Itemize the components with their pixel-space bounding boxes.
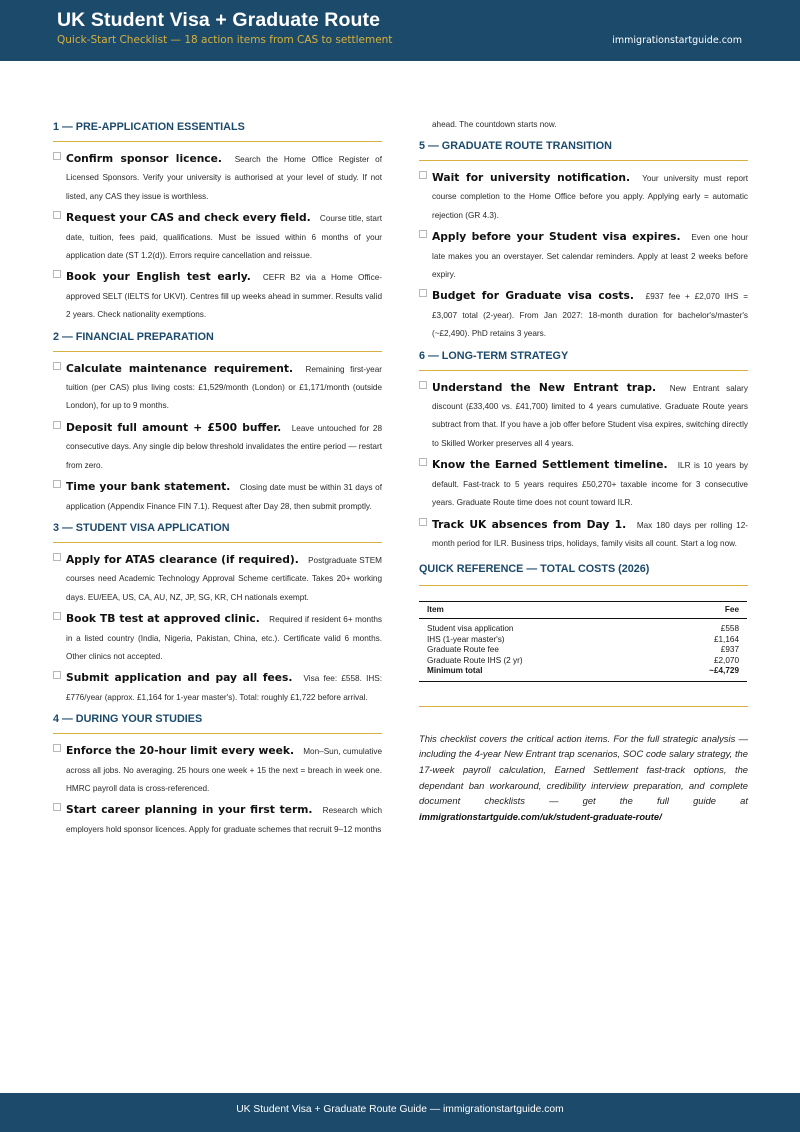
table-bottom-rule [419, 681, 747, 682]
item-title: Budget for Graduate visa costs. [432, 289, 634, 303]
checklist-item [53, 149, 382, 204]
section-during-studies [53, 711, 382, 837]
checkbox[interactable] [419, 381, 427, 389]
item-title: Apply before your Student visa expires. [432, 230, 681, 244]
closing-note [419, 731, 748, 825]
table-row [427, 656, 739, 667]
item-body: Even one hour late makes you an overstayer. Set calendar reminders. Apply at least 2 weeks before expiry. [432, 233, 749, 280]
section-heading: 6 — LONG-TERM STRATEGY [419, 348, 748, 371]
checklist-item [53, 800, 382, 837]
row-fee: £2,070 [713, 655, 739, 665]
item-title: Request your CAS and check every field. [66, 211, 311, 225]
checklist-item [53, 741, 382, 796]
section-heading: 5 — GRADUATE ROUTE TRANSITION [419, 138, 748, 161]
checkbox[interactable] [419, 518, 427, 526]
table-total-row [427, 666, 739, 677]
section-heading: 1 — PRE-APPLICATION ESSENTIALS [53, 119, 382, 142]
checkbox[interactable] [53, 211, 61, 219]
row-fee: £937 [720, 645, 739, 655]
checklist-item [53, 208, 382, 263]
checklist-item [53, 550, 382, 605]
section-student-visa [53, 520, 382, 705]
total-fee: ~£4,729 [709, 666, 739, 676]
checklist-item [419, 515, 748, 552]
closing-text: This checklist covers the critical action items. For the full strategic analysis — including the 4-year New Entrant trap scenarios, SOC code salary strategy, the 17-week payroll calculation, Earned Settlement fast-track options, the dependant ban workaround, credibility interview preparation, and complete document checklists — get the full guide at [419, 732, 748, 807]
table-row [427, 624, 739, 635]
column-header-fee: Fee [724, 605, 739, 615]
page-title: UK Student Visa + Graduate Route [57, 9, 381, 31]
table-row [427, 645, 739, 656]
page-footer: UK Student Visa + Graduate Route Guide — immigrationstartguide.com [0, 1093, 800, 1132]
section-pre-application [53, 119, 382, 323]
item-title: Know the Earned Settlement timeline. [432, 458, 668, 472]
item-title: Track UK absences from Day 1. [432, 517, 627, 531]
row-item: Student visa application [427, 624, 514, 634]
item-body: Closing date must be within 31 days of application (Appendix Finance FIN 7.1). Request after Day 28, then submit promptly. [66, 483, 382, 511]
left-column [53, 118, 382, 843]
item-title: Calculate maintenance requirement. [66, 361, 294, 375]
row-item: Graduate Route fee [427, 645, 499, 655]
checkbox[interactable] [53, 612, 61, 620]
item-body: Your university must report course completion to the Home Office before you apply. Applying early = automatic rejection (GR 4.3). [432, 174, 748, 220]
checklist-item [53, 668, 382, 705]
item-body: CEFR B2 via a Home Office-approved SELT (IELTS for UKVI). Centres fill up weeks ahead in summer. Results valid 2 years. Check nationality exemptions. [66, 273, 382, 320]
item-body: Research which employers hold sponsor licences. Apply for graduate schemes that recruit 9–12 months [66, 806, 383, 834]
column-header-item: Item [427, 605, 444, 615]
item-title: Enforce the 20-hour limit every week. [66, 744, 295, 758]
checklist-item [53, 418, 382, 473]
item-body: New Entrant salary discount (£33,400 vs. £41,700) limited to 4 years cumulative. Graduate Route years subtract from that. If you have a job offer before Student visa expires, switching directly to Skilled Worker preserves all 4 years. [432, 383, 748, 448]
checkbox[interactable] [53, 744, 61, 752]
table-header [419, 602, 747, 619]
item-title: Wait for university notification. [432, 171, 631, 184]
checkbox[interactable] [53, 480, 61, 488]
checkbox[interactable] [419, 230, 427, 238]
checkbox[interactable] [419, 171, 427, 179]
checkbox[interactable] [53, 270, 61, 278]
item-body: Course title, start date, tuition, fees paid, qualifications. Must be issued within 6 months of your application date (ST 1.2(d)). Errors require cancellation and reissue. [66, 214, 382, 261]
item-body: Required if resident 6+ months in a listed country (India, Nigeria, Pakistan, China, etc.). Certificate valid 6 months. Other clinics not accepted. [66, 615, 382, 661]
item-body: ILR is 10 years by default. Fast-track to 5 years requires £50,270+ taxable income for 3 consecutive years. Graduate Route time does not count toward ILR. [432, 461, 748, 508]
row-fee: £1,164 [713, 634, 739, 644]
checklist-item [419, 455, 748, 510]
total-label: Minimum total [427, 666, 483, 676]
checkbox[interactable] [419, 458, 427, 466]
item-title: Book TB test at approved clinic. [66, 612, 260, 626]
checkbox[interactable] [53, 671, 61, 679]
section-heading: 4 — DURING YOUR STUDIES [53, 711, 382, 734]
item-body: Remaining first-year tuition (per CAS) plus living costs: £1,529/month (London) or £1,171/month (outside London), for up to 9 months. [66, 364, 382, 411]
item-title: Understand the New Entrant trap. [432, 380, 657, 394]
item-title: Deposit full amount + £500 buffer. [66, 420, 282, 434]
item-body: Visa fee: £558. IHS: £776/year (approx. £1,164 for 1-year master's). Total: roughly £1,722 before arrival. [66, 674, 382, 702]
item-body: Search the Home Office Register of Licensed Sponsors. Verify your university is authorised at your level of study. If not listed, any CAS they issue is worthless. [66, 155, 382, 201]
section-heading: 2 — FINANCIAL PREPARATION [53, 329, 382, 352]
table-row [427, 635, 739, 646]
page-subtitle: Quick-Start Checklist — 18 action items from CAS to settlement [57, 34, 393, 46]
right-column [419, 120, 748, 824]
row-fee: £558 [720, 624, 739, 634]
checklist-item [53, 267, 382, 322]
checklist-item [419, 378, 748, 452]
item-body: Max 180 days per rolling 12-month period for ILR. Business trips, holidays, family visits all count. Start a log now. [432, 520, 749, 548]
item-title: Submit application and pay all fees. [66, 671, 293, 685]
checklist-item [419, 168, 748, 223]
checkbox[interactable] [53, 803, 61, 811]
table-body [419, 619, 747, 677]
item-title: Apply for ATAS clearance (if required). [66, 552, 299, 566]
reference-heading: QUICK REFERENCE — TOTAL COSTS (2026) [419, 561, 748, 586]
row-item: IHS (1-year master's) [427, 634, 505, 644]
header-site-link[interactable]: immigrationstartguide.com [612, 35, 742, 46]
section-graduate-route [419, 138, 748, 342]
item-body: £937 fee + £2,070 IHS = £3,007 total (2-year). From Jan 2027: 18-month duration for bachelor's/master's (~£2,490). PhD retains 3 years. [432, 292, 748, 339]
checklist-item [53, 359, 382, 414]
row-item: Graduate Route IHS (2 yr) [427, 655, 523, 665]
checkbox[interactable] [53, 421, 61, 429]
checkbox[interactable] [53, 152, 61, 160]
item-title: Book your English test early. [66, 270, 251, 284]
continued-text: ahead. The countdown starts now. [432, 120, 557, 129]
guide-link[interactable]: immigrationstartguide.com/uk/student-graduate-route/ [419, 810, 662, 822]
item-title: Confirm sponsor licence. [66, 152, 222, 165]
section-long-term [419, 348, 748, 552]
cost-table [419, 601, 747, 682]
section-financial [53, 329, 382, 514]
item-title: Start career planning in your first term. [66, 803, 313, 817]
item-body: Postgraduate STEM courses need Academic Technology Approval Scheme certificate. Takes 20+ working days. EU/EEA, US, CA, AU, NZ, JP, SG, KR, CH nationals exempt. [66, 555, 382, 602]
checkbox[interactable] [419, 289, 427, 297]
checklist-item [53, 477, 382, 514]
page-header [0, 0, 800, 61]
checkbox[interactable] [53, 362, 61, 370]
checkbox[interactable] [53, 553, 61, 561]
item-body: Leave untouched for 28 consecutive days. Any single dip below threshold invalidates the entire period — restart from zero. [66, 423, 383, 470]
checklist-item [419, 286, 748, 341]
section-heading: 3 — STUDENT VISA APPLICATION [53, 520, 382, 543]
item-body: Mon–Sun, cumulative across all jobs. No averaging. 25 hours one week + 15 the next = breach in week one. HMRC payroll data is cross-referenced. [66, 747, 382, 793]
item-title: Time your bank statement. [66, 480, 231, 494]
divider [419, 706, 748, 707]
checklist-item [419, 227, 748, 282]
checklist-item [53, 609, 382, 664]
